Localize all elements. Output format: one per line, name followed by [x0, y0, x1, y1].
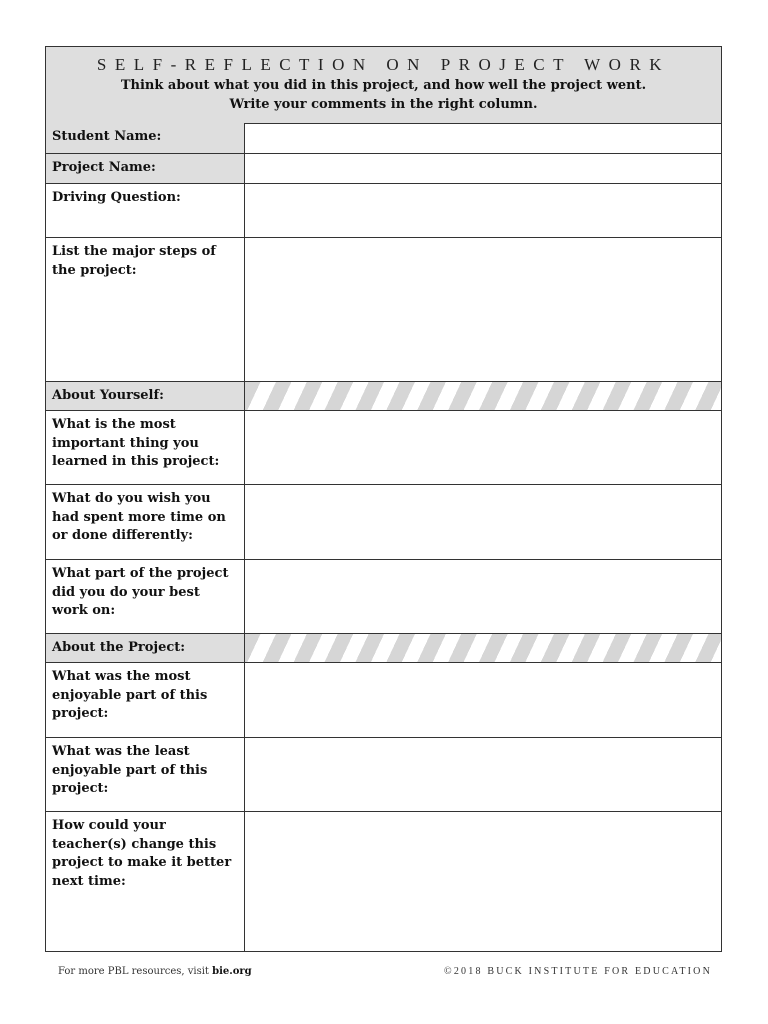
section-about-yourself: [46, 382, 721, 411]
major-steps-field[interactable]: [245, 238, 721, 381]
section-about-project: [46, 634, 721, 663]
form-header: [46, 47, 721, 124]
label-driving-question: Driving Question:: [46, 184, 245, 237]
best-work-field[interactable]: [245, 560, 721, 633]
label-student-name: Student Name:: [46, 123, 245, 153]
section-title-about-project: About the Project:: [46, 634, 245, 662]
row-least-enjoyable: [46, 738, 721, 812]
row-best-work: [46, 560, 721, 634]
form-title: SELF-REFLECTION ON PROJECT WORK: [96, 55, 671, 74]
footer-copyright: ©2018 BUCK INSTITUTE FOR EDUCATION: [444, 966, 712, 977]
teacher-change-field[interactable]: [245, 812, 721, 951]
footer-resources-text: For more PBL resources, visit: [58, 966, 213, 977]
row-most-enjoyable: [46, 663, 721, 738]
most-important-field[interactable]: [245, 411, 721, 484]
label-best-work: What part of the project did you do your best work on:: [46, 560, 245, 633]
section-stripe-band: [245, 382, 721, 410]
form-instructions-line1: Think about what you did in this project, and how well the project went.: [120, 78, 647, 93]
wish-more-time-field[interactable]: [245, 485, 721, 559]
least-enjoyable-field[interactable]: [245, 738, 721, 811]
row-teacher-change: [46, 812, 721, 951]
row-major-steps: [46, 238, 721, 382]
label-least-enjoyable: What was the least enjoyable part of this project:: [46, 738, 245, 811]
label-major-steps: List the major steps of the project:: [46, 238, 245, 381]
label-most-enjoyable: What was the most enjoyable part of this project:: [46, 663, 245, 737]
row-project-name: [46, 154, 721, 184]
most-enjoyable-field[interactable]: [245, 663, 721, 737]
project-name-field[interactable]: [245, 154, 721, 183]
label-teacher-change: How could your teacher(s) change this project to make it better next time:: [46, 812, 245, 951]
label-wish-more-time: What do you wish you had spent more time on or done differently:: [46, 485, 245, 559]
row-most-important: [46, 411, 721, 485]
row-driving-question: [46, 184, 721, 238]
row-wish-more-time: [46, 485, 721, 560]
footer-resources: [58, 966, 252, 977]
row-student-name: [46, 123, 721, 154]
label-project-name: Project Name:: [46, 154, 245, 183]
footer-link[interactable]: bie.org: [212, 966, 252, 977]
student-name-field[interactable]: [245, 123, 721, 153]
section-title-about-yourself: About Yourself:: [46, 382, 245, 410]
label-most-important: What is the most important thing you learned in this project:: [46, 411, 245, 484]
reflection-form: [45, 46, 722, 952]
section-stripe-band: [245, 634, 721, 662]
driving-question-field[interactable]: [245, 184, 721, 237]
form-instructions-line2: Write your comments in the right column.: [229, 97, 538, 112]
